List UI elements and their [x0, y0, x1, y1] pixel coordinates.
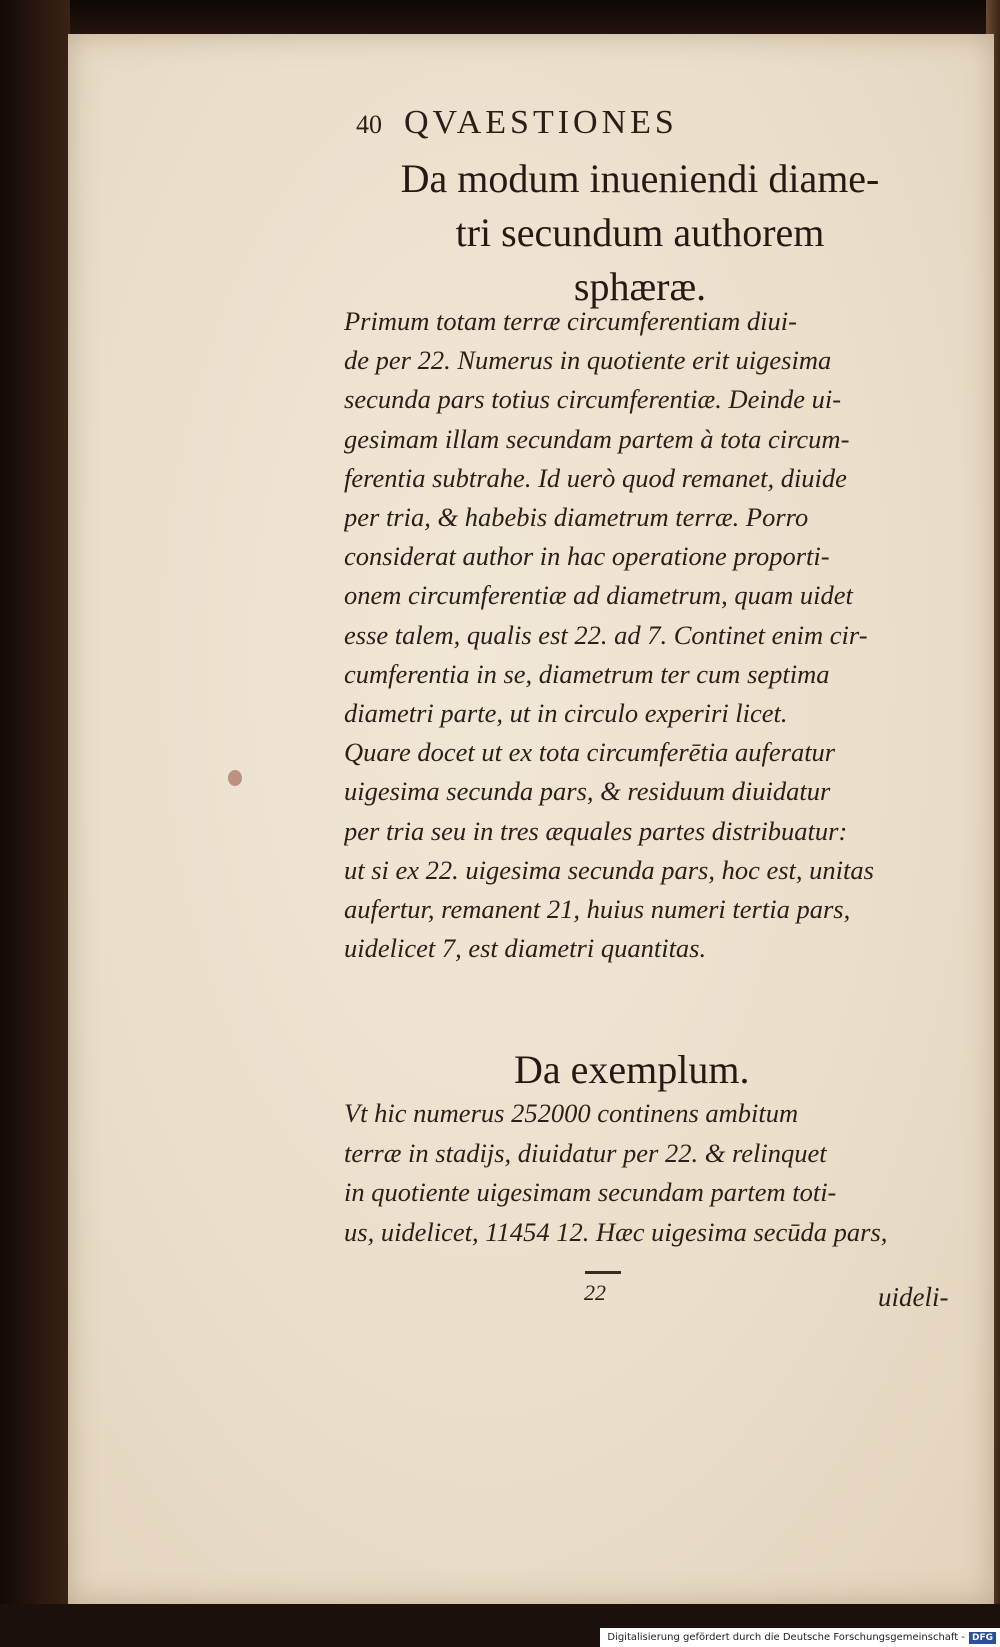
catchword: uideli- [878, 1282, 949, 1312]
fraction-bar [585, 1271, 621, 1274]
dfg-logo: DFG [969, 1632, 996, 1644]
example-heading: Da exemplum. [514, 1047, 750, 1092]
text-line: terræ in stadijs, diuidatur per 22. & relinquet [344, 1137, 827, 1168]
text-line: de per 22. Numerus in quotiente erit uigesima [344, 345, 832, 376]
folio-number: 40 [356, 110, 382, 139]
text-line: ferentia subtrahe. Id uerò quod remanet, diuide [344, 462, 847, 493]
text-line: considerat author in hac operatione proporti- [344, 541, 830, 572]
credit-text: Digitalisierung gefördert durch die Deutsche Forschungsgemeinschaft - [607, 1632, 965, 1643]
text-line: esse talem, qualis est 22. ad 7. Continet enim cir- [344, 619, 868, 650]
example-text [344, 1094, 974, 1252]
heading-line: tri secundum authorem [455, 210, 825, 255]
digitization-credit [600, 1628, 1000, 1647]
text-line: diametri parte, ut in circulo experiri licet. [344, 698, 788, 729]
text-line: uigesima secunda pars, & residuum diuidatur [344, 776, 831, 807]
text-line: cumferentia in se, diametrum ter cum septima [344, 658, 830, 689]
running-head [356, 104, 856, 142]
text-line: secunda pars totius circumferentiæ. Deinde ui- [344, 384, 842, 415]
text-line: us, uidelicet, 11454 12. Hæc uigesima secūda pars, [344, 1216, 888, 1247]
book-binding-top [0, 0, 1000, 36]
text-line: onem circumferentiæ ad diametrum, quam uidet [344, 580, 853, 611]
answer-text [344, 302, 974, 968]
text-line: gesimam illam secundam partem à tota circum- [344, 423, 850, 454]
text-line: in quotiente uigesimam secundam partem toti- [344, 1177, 837, 1208]
text-line: per tria seu in tres æquales partes distribuatur: [344, 815, 848, 846]
text-line: per tria, & habebis diametrum terræ. Porro [344, 502, 809, 533]
text-line: ut si ex 22. uigesima secunda pars, hoc est, unitas [344, 854, 874, 885]
heading-line: sphæræ. [573, 264, 707, 309]
heading-line: Da modum inueniendi diame- [400, 156, 880, 201]
text-line: Primum totam terræ circumferentiam diui- [344, 306, 797, 336]
book-binding-left [0, 0, 70, 1647]
text-line: uidelicet 7, est diametri quantitas. [344, 933, 707, 964]
text-line: Quare docet ut ex tota circumferētia auferatur [344, 737, 836, 768]
question-heading [340, 152, 940, 314]
fraction-denominator: 22 [584, 1280, 606, 1305]
text-line: Vt hic numerus 252000 continens ambitum [344, 1098, 799, 1128]
running-head-title: QVAESTIONES [404, 104, 678, 141]
paper-stain [228, 770, 242, 786]
text-line: aufertur, remanent 21, huius numeri tertia pars, [344, 894, 851, 925]
